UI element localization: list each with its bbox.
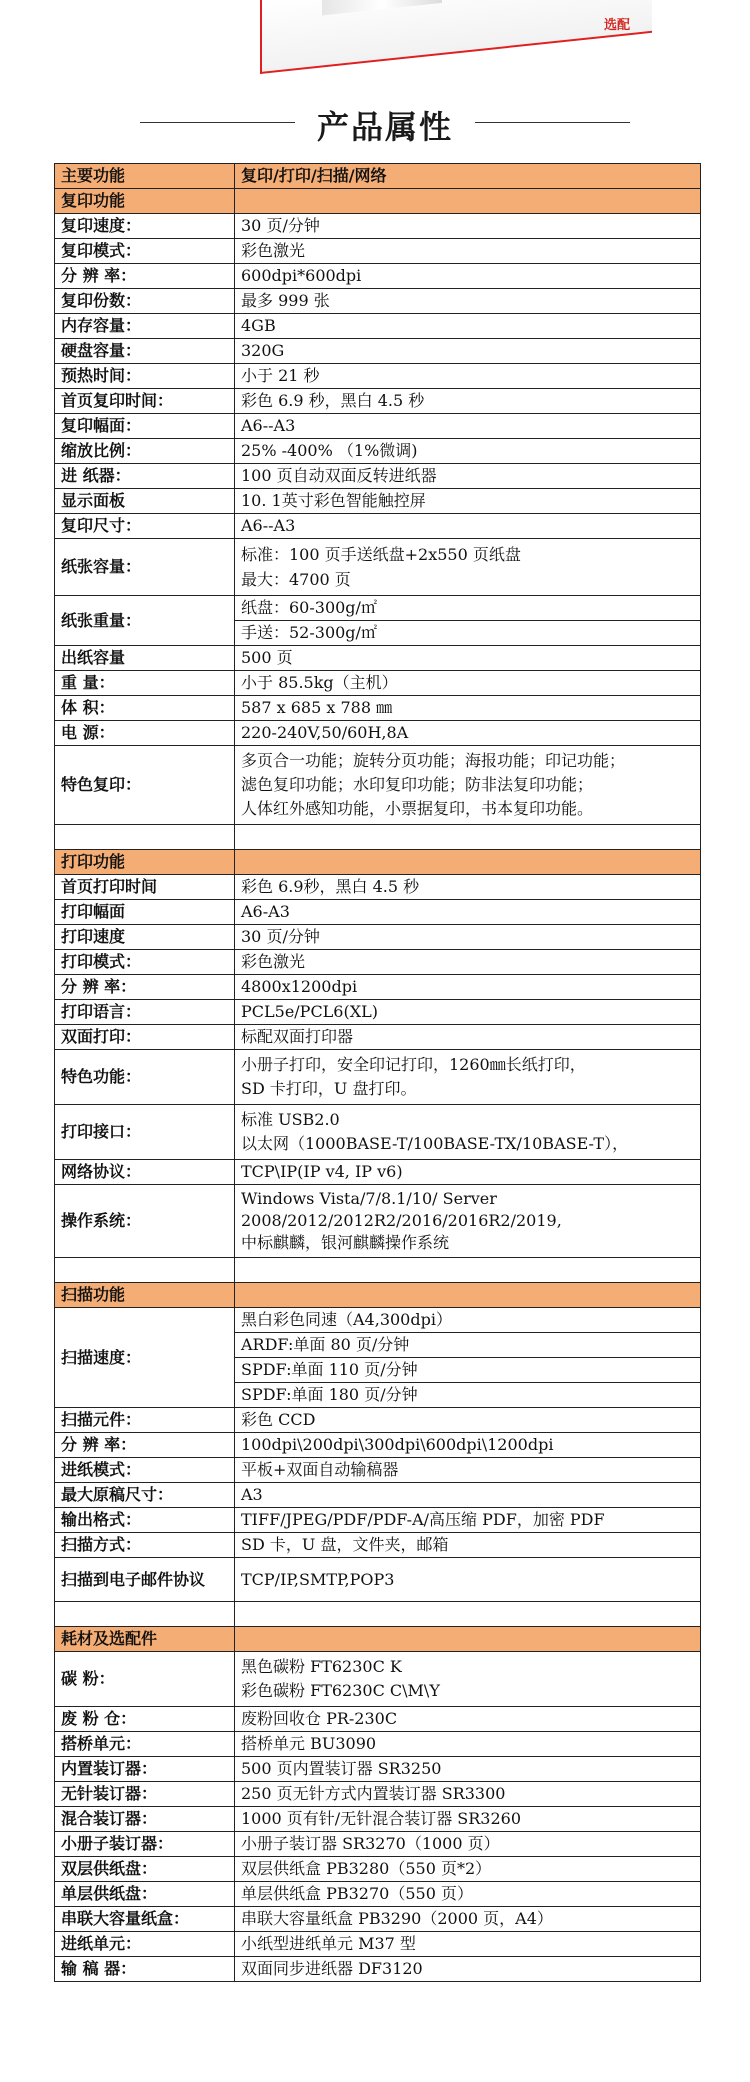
copy-spec-row <box>55 264 701 289</box>
product-image-area <box>0 0 750 100</box>
spec-value <box>235 539 701 596</box>
spec-label: 复印模式： <box>55 239 235 264</box>
spec-value: 500 页 <box>235 646 701 671</box>
spec-value-line: 标准：100 页手送纸盘+2x550 页纸盘 <box>241 545 521 564</box>
section-title: 打印功能 <box>55 850 235 875</box>
header-label: 主要功能 <box>55 164 235 189</box>
spec-label: 纸张重量： <box>55 596 235 646</box>
spec-label: 网络协议： <box>55 1160 235 1185</box>
spec-label: 操作系统： <box>55 1185 235 1258</box>
spec-value: 小纸型进纸单元 M37 型 <box>235 1932 701 1957</box>
spec-label: 纸张容量： <box>55 539 235 596</box>
print-spec-row <box>55 1000 701 1025</box>
blank-cell <box>55 825 235 850</box>
copy-spec-row <box>55 489 701 514</box>
scan-spec-row <box>55 1433 701 1458</box>
options-spec-row <box>55 1907 701 1932</box>
options-spec-row <box>55 1707 701 1732</box>
scan-spec-row <box>55 1533 701 1558</box>
blank-cell <box>55 1258 235 1283</box>
spec-value-line: 多页合一功能；旋转分页功能；海报功能；印记功能； <box>241 751 626 770</box>
spec-label: 复印尺寸： <box>55 514 235 539</box>
copy-spec-row <box>55 439 701 464</box>
blank-row <box>55 1602 701 1627</box>
spec-value <box>235 1105 701 1160</box>
blank-row <box>55 825 701 850</box>
section-heading <box>0 100 750 144</box>
spec-value: 双面同步进纸器 DF3120 <box>235 1957 701 1982</box>
spec-label: 扫描速度： <box>55 1308 235 1408</box>
spec-label: 复印速度： <box>55 214 235 239</box>
spec-label: 最大原稿尺寸： <box>55 1483 235 1508</box>
spec-value: 100 页自动双面反转进纸器 <box>235 464 701 489</box>
spec-value <box>235 746 701 825</box>
copy-paper-weight-row <box>55 596 701 621</box>
spec-value: 30 页/分钟 <box>235 925 701 950</box>
spec-value: 小册子装订器 SR3270（1000 页） <box>235 1832 701 1857</box>
print-spec-row <box>55 875 701 900</box>
options-spec-row <box>55 1932 701 1957</box>
copy-spec-row <box>55 214 701 239</box>
spec-label: 打印接口： <box>55 1105 235 1160</box>
print-spec-row <box>55 950 701 975</box>
spec-label: 输出格式： <box>55 1508 235 1533</box>
spec-value: 100dpi\200dpi\300dpi\600dpi\1200dpi <box>235 1433 701 1458</box>
spec-label: 内置装订器： <box>55 1757 235 1782</box>
copy-spec-row <box>55 414 701 439</box>
spec-value: 废粉回收仓 PR-230C <box>235 1707 701 1732</box>
spec-value <box>235 1050 701 1105</box>
spec-label: 打印速度 <box>55 925 235 950</box>
copy-spec-row <box>55 646 701 671</box>
heading-divider-right <box>475 122 630 123</box>
spec-value-line: 最大：4700 页 <box>241 570 351 589</box>
spec-label: 进纸模式： <box>55 1458 235 1483</box>
spec-value-line: 标准 USB2.0 <box>241 1110 340 1129</box>
spec-label: 扫描元件： <box>55 1408 235 1433</box>
spec-value <box>235 1652 701 1707</box>
copy-spec-row <box>55 364 701 389</box>
spec-value: 平板+双面自动输稿器 <box>235 1458 701 1483</box>
product-photo-fragment <box>260 0 652 74</box>
spec-label: 打印语言： <box>55 1000 235 1025</box>
spec-label: 内存容量： <box>55 314 235 339</box>
print-spec-row <box>55 925 701 950</box>
spec-label: 复印幅面： <box>55 414 235 439</box>
spec-value: 双层供纸盒 PB3280（550 页*2） <box>235 1857 701 1882</box>
spec-value: 500 页内置装订器 SR3250 <box>235 1757 701 1782</box>
options-spec-row <box>55 1782 701 1807</box>
options-spec-row <box>55 1757 701 1782</box>
spec-table <box>54 163 701 1982</box>
spec-value: 10. 1英寸彩色智能触控屏 <box>235 489 701 514</box>
scan-spec-row <box>55 1408 701 1433</box>
copy-spec-row <box>55 696 701 721</box>
header-value: 复印/打印/扫描/网络 <box>235 164 701 189</box>
spec-label: 特色复印： <box>55 746 235 825</box>
spec-label: 预热时间： <box>55 364 235 389</box>
spec-label: 首页复印时间： <box>55 389 235 414</box>
spec-label: 进纸单元： <box>55 1932 235 1957</box>
spec-label: 双层供纸盘： <box>55 1857 235 1882</box>
copy-spec-row <box>55 289 701 314</box>
spec-value-line: SD 卡打印，U 盘打印。 <box>241 1079 417 1098</box>
spec-label: 电 源： <box>55 721 235 746</box>
blank-cell <box>235 825 701 850</box>
spec-value: 30 页/分钟 <box>235 214 701 239</box>
copy-spec-row <box>55 314 701 339</box>
spec-value: ARDF:单面 80 页/分钟 <box>235 1333 701 1358</box>
spec-label: 分 辨 率： <box>55 975 235 1000</box>
spec-value-line: 人体红外感知功能，小票据复印，书本复印功能。 <box>241 799 594 818</box>
page-title: 产品属性 <box>316 108 453 146</box>
spec-label: 单层供纸盘： <box>55 1882 235 1907</box>
spec-value: 黑白彩色同速（A4,300dpi） <box>235 1308 701 1333</box>
print-interface-row <box>55 1105 701 1160</box>
spec-value: 4800x1200dpi <box>235 975 701 1000</box>
spec-value: 手送：52-300g/㎡ <box>235 621 701 646</box>
spec-value: 彩色 6.9秒，黑白 4.5 秒 <box>235 875 701 900</box>
options-spec-row <box>55 1807 701 1832</box>
spec-value: 彩色激光 <box>235 950 701 975</box>
section-title: 扫描功能 <box>55 1283 235 1308</box>
spec-value: A6-A3 <box>235 900 701 925</box>
spec-value: SPDF:单面 180 页/分钟 <box>235 1383 701 1408</box>
spec-value-line: Windows Vista/7/8.1/10/ Server <box>241 1189 497 1208</box>
copy-spec-row <box>55 239 701 264</box>
scan-spec-row <box>55 1458 701 1483</box>
spec-label: 体 积： <box>55 696 235 721</box>
spec-value: 587 x 685 x 788 ㎜ <box>235 696 701 721</box>
copy-spec-row <box>55 514 701 539</box>
spec-label: 废 粉 仓： <box>55 1707 235 1732</box>
optional-tag: 选配 <box>604 18 631 33</box>
section-blank <box>235 850 701 875</box>
blank-cell <box>235 1258 701 1283</box>
spec-value-line: 小册子打印，安全印记打印，1260㎜长纸打印， <box>241 1055 586 1074</box>
spec-value: 1000 页有针/无针混合装订器 SR3260 <box>235 1807 701 1832</box>
spec-value-line: 以太网（1000BASE-T/100BASE-TX/10BASE-T）， <box>241 1134 629 1153</box>
copy-special-row <box>55 746 701 825</box>
spec-label: 缩放比例： <box>55 439 235 464</box>
spec-label: 重 量： <box>55 671 235 696</box>
section-print <box>55 850 701 875</box>
blank-row <box>55 1258 701 1283</box>
copy-spec-row <box>55 339 701 364</box>
spec-value-line: 中标麒麟，银河麒麟操作系统 <box>241 1233 450 1252</box>
spec-value <box>235 1185 701 1258</box>
print-special-row <box>55 1050 701 1105</box>
spec-value: 串联大容量纸盒 PB3290（2000 页，A4） <box>235 1907 701 1932</box>
spec-label: 无针装订器： <box>55 1782 235 1807</box>
spec-label: 输 稿 器： <box>55 1957 235 1982</box>
spec-label: 出纸容量 <box>55 646 235 671</box>
spec-value: 彩色激光 <box>235 239 701 264</box>
spec-value: SPDF:单面 110 页/分钟 <box>235 1358 701 1383</box>
options-spec-row <box>55 1882 701 1907</box>
spec-value-line: 滤色复印功能；水印复印功能；防非法复印功能； <box>241 775 594 794</box>
copy-spec-row <box>55 721 701 746</box>
spec-label: 进 纸器： <box>55 464 235 489</box>
spec-label: 串联大容量纸盒： <box>55 1907 235 1932</box>
blank-cell <box>235 1602 701 1627</box>
options-spec-row <box>55 1832 701 1857</box>
spec-value: 标配双面打印器 <box>235 1025 701 1050</box>
table-header-row <box>55 164 701 189</box>
section-blank <box>235 189 701 214</box>
spec-label: 混合装订器： <box>55 1807 235 1832</box>
print-spec-row <box>55 900 701 925</box>
copy-paper-capacity-row <box>55 539 701 596</box>
spec-value: 250 页无针方式内置装订器 SR3300 <box>235 1782 701 1807</box>
spec-value: 25% -400% （1%微调) <box>235 439 701 464</box>
spec-value-line: 黑色碳粉 FT6230C K <box>241 1657 402 1676</box>
copy-spec-row <box>55 464 701 489</box>
section-blank <box>235 1283 701 1308</box>
spec-value: 彩色 CCD <box>235 1408 701 1433</box>
spec-value: 小于 85.5kg（主机） <box>235 671 701 696</box>
print-os-row <box>55 1185 701 1258</box>
scan-speed-row <box>55 1308 701 1333</box>
spec-value: 600dpi*600dpi <box>235 264 701 289</box>
spec-value: 4GB <box>235 314 701 339</box>
spec-value: 彩色 6.9 秒，黑白 4.5 秒 <box>235 389 701 414</box>
section-scan <box>55 1283 701 1308</box>
heading-divider-left <box>140 122 295 123</box>
scan-spec-row <box>55 1508 701 1533</box>
spec-label: 打印幅面 <box>55 900 235 925</box>
spec-value: 220-240V,50/60H,8A <box>235 721 701 746</box>
options-toner-row <box>55 1652 701 1707</box>
spec-label: 扫描到电子邮件协议 <box>55 1558 235 1602</box>
blank-cell <box>55 1602 235 1627</box>
spec-value: PCL5e/PCL6(XL) <box>235 1000 701 1025</box>
spec-value: 最多 999 张 <box>235 289 701 314</box>
print-spec-row <box>55 1025 701 1050</box>
spec-value: TCP\IP(IP v4, IP v6) <box>235 1160 701 1185</box>
section-title: 复印功能 <box>55 189 235 214</box>
section-blank <box>235 1627 701 1652</box>
print-protocol-row <box>55 1160 701 1185</box>
spec-value: TCP/IP,SMTP,POP3 <box>235 1558 701 1602</box>
spec-value: 纸盘：60-300g/㎡ <box>235 596 701 621</box>
spec-label: 复印份数： <box>55 289 235 314</box>
spec-label: 硬盘容量： <box>55 339 235 364</box>
spec-label: 打印模式： <box>55 950 235 975</box>
spec-value: TIFF/JPEG/PDF/PDF-A/高压缩 PDF，加密 PDF <box>235 1508 701 1533</box>
spec-value-line: 彩色碳粉 FT6230C C\M\Y <box>241 1681 440 1700</box>
section-options <box>55 1627 701 1652</box>
spec-value: A6--A3 <box>235 414 701 439</box>
section-copy <box>55 189 701 214</box>
scan-email-row <box>55 1558 701 1602</box>
options-spec-row <box>55 1957 701 1982</box>
scan-spec-row <box>55 1483 701 1508</box>
spec-value: 单层供纸盒 PB3270（550 页） <box>235 1882 701 1907</box>
copy-spec-row <box>55 671 701 696</box>
print-spec-row <box>55 975 701 1000</box>
spec-value: 小于 21 秒 <box>235 364 701 389</box>
spec-value: A6--A3 <box>235 514 701 539</box>
spec-value: 320G <box>235 339 701 364</box>
copy-spec-row <box>55 389 701 414</box>
spec-value: SD 卡，U 盘，文件夹，邮箱 <box>235 1533 701 1558</box>
spec-value: A3 <box>235 1483 701 1508</box>
spec-value-line: 2008/2012/2012R2/2016/2016R2/2019, <box>241 1211 562 1230</box>
spec-label: 扫描方式： <box>55 1533 235 1558</box>
spec-label: 小册子装订器： <box>55 1832 235 1857</box>
spec-label: 特色功能： <box>55 1050 235 1105</box>
spec-label: 搭桥单元： <box>55 1732 235 1757</box>
spec-label: 分 辨 率： <box>55 264 235 289</box>
options-spec-row <box>55 1857 701 1882</box>
spec-label: 显示面板 <box>55 489 235 514</box>
section-title: 耗材及选配件 <box>55 1627 235 1652</box>
spec-label: 碳 粉： <box>55 1652 235 1707</box>
spec-label: 分 辨 率： <box>55 1433 235 1458</box>
spec-value: 搭桥单元 BU3090 <box>235 1732 701 1757</box>
spec-label: 首页打印时间 <box>55 875 235 900</box>
options-spec-row <box>55 1732 701 1757</box>
spec-label: 双面打印： <box>55 1025 235 1050</box>
